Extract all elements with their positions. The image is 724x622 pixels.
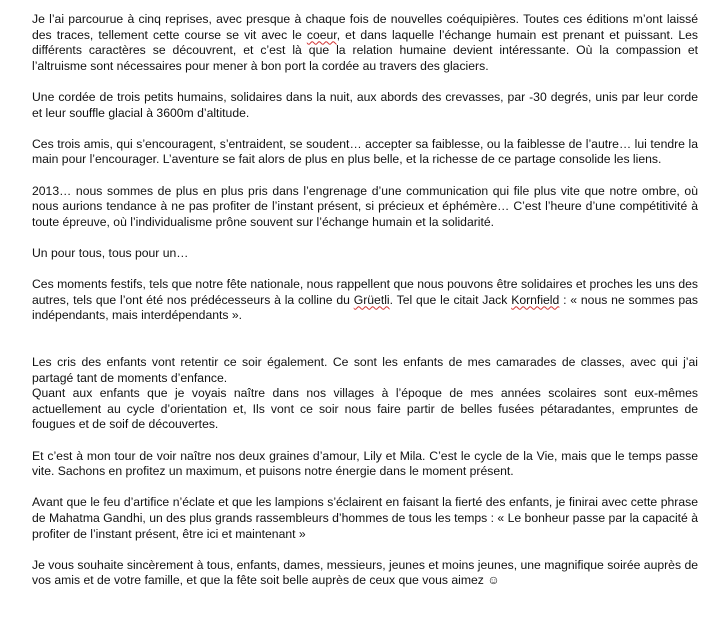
spellcheck-word: coeur	[306, 27, 337, 42]
document-body	[32, 12, 698, 605]
paragraph-11: Je vous souhaite sincèrement à tous, enfants, dames, messieurs, jeunes et moins jeunes, une magnifique soirée auprès de vos amis et de votre famille, et que la fête soit belle auprès de ceux que vous aimez ☺	[32, 557, 698, 588]
paragraph-8: Quant aux enfants que je voyais naître dans nos villages à l’époque de mes années scolaires sont eux-mêmes actuellement au cycle d’orientation et, Ils vont ce soir nous faire partir de belles fusées pétaradantes, empruntes de fougues et de soif de découvertes.	[32, 386, 698, 432]
paragraph-2: Une cordée de trois petits humains, solidaires dans la nuit, aux abords des crevasses, par -30 degrés, unis par leur corde et leur souffle glacial à 3600m d’altitude.	[32, 89, 698, 120]
paragraph-6: Ces moments festifs, tels que notre fête nationale, nous rappellent que nous pouvons être solidaires et proches les uns des autres, tels que l’ont été nos prédécesseurs à la colline du Grüetli. Tel que le citait Jack Kornfield : « nous ne sommes pas indépendants, mais interdépendants ».	[32, 277, 698, 323]
paragraph-5: Un pour tous, tous pour un…	[32, 245, 189, 260]
paragraph-3: Ces trois amis, qui s’encouragent, s’entraident, se soudent… accepter sa faiblesse, ou la faiblesse de l’autre… lui tendre la main pour l’encourager. L’aventure se fait alors de plus en plus belle, et la richesse de ce partage consolide les liens.	[32, 136, 698, 167]
paragraph-10: Avant que le feu d’artifice n’éclate et que les lampions s’éclairent en faisant la fierté des enfants, je finirai avec cette phrase de Mahatma Gandhi, un des plus grands rassembleurs d’hommes de tous les temps : « Le bonheur passe par la capacité à profiter de l’instant présent, être ici et maintenant »	[32, 495, 698, 541]
paragraph-1: Je l’ai parcourue à cinq reprises, avec presque à chaque fois de nouvelles coéquipières. Toutes ces éditions m’ont laissé des traces, tellement cette course se vit avec le coeur, et dans laquelle l’échange humain est prenant et puissant. Les différents caractères se découvrent, et c’est là que la relation humaine devient intéressante. Où la compassion et l’altruisme sont nécessaires pour mener à bon port la cordée au travers des glaciers.	[32, 12, 698, 73]
blank-line	[32, 339, 698, 355]
paragraph-9: Et c’est à mon tour de voir naître nos deux graines d’amour, Lily et Mila. C’est le cycle de la Vie, mais que le temps passe vite. Sachons en profitez un maximum, et puisons notre énergie dans le moment présent.	[32, 448, 698, 479]
spellcheck-word: Grüetli	[353, 292, 390, 307]
spellcheck-word: Kornfield	[511, 292, 560, 307]
paragraph-4: 2013… nous sommes de plus en plus pris dans l’engrenage d’une communication qui file plus vite que notre ombre, où nous aurions tendance à ne pas profiter de l’instant présent, si précieux et éphémère… C’est l’heure d’une compétitivité à toute épreuve, où l’individualisme prône souvent sur l’échange humain et la solidarité.	[32, 183, 698, 229]
paragraph-7: Les cris des enfants vont retentir ce soir également. Ce sont les enfants de mes camarades de classes, avec qui j’ai partagé tant de moments d’enfance.	[32, 355, 698, 385]
